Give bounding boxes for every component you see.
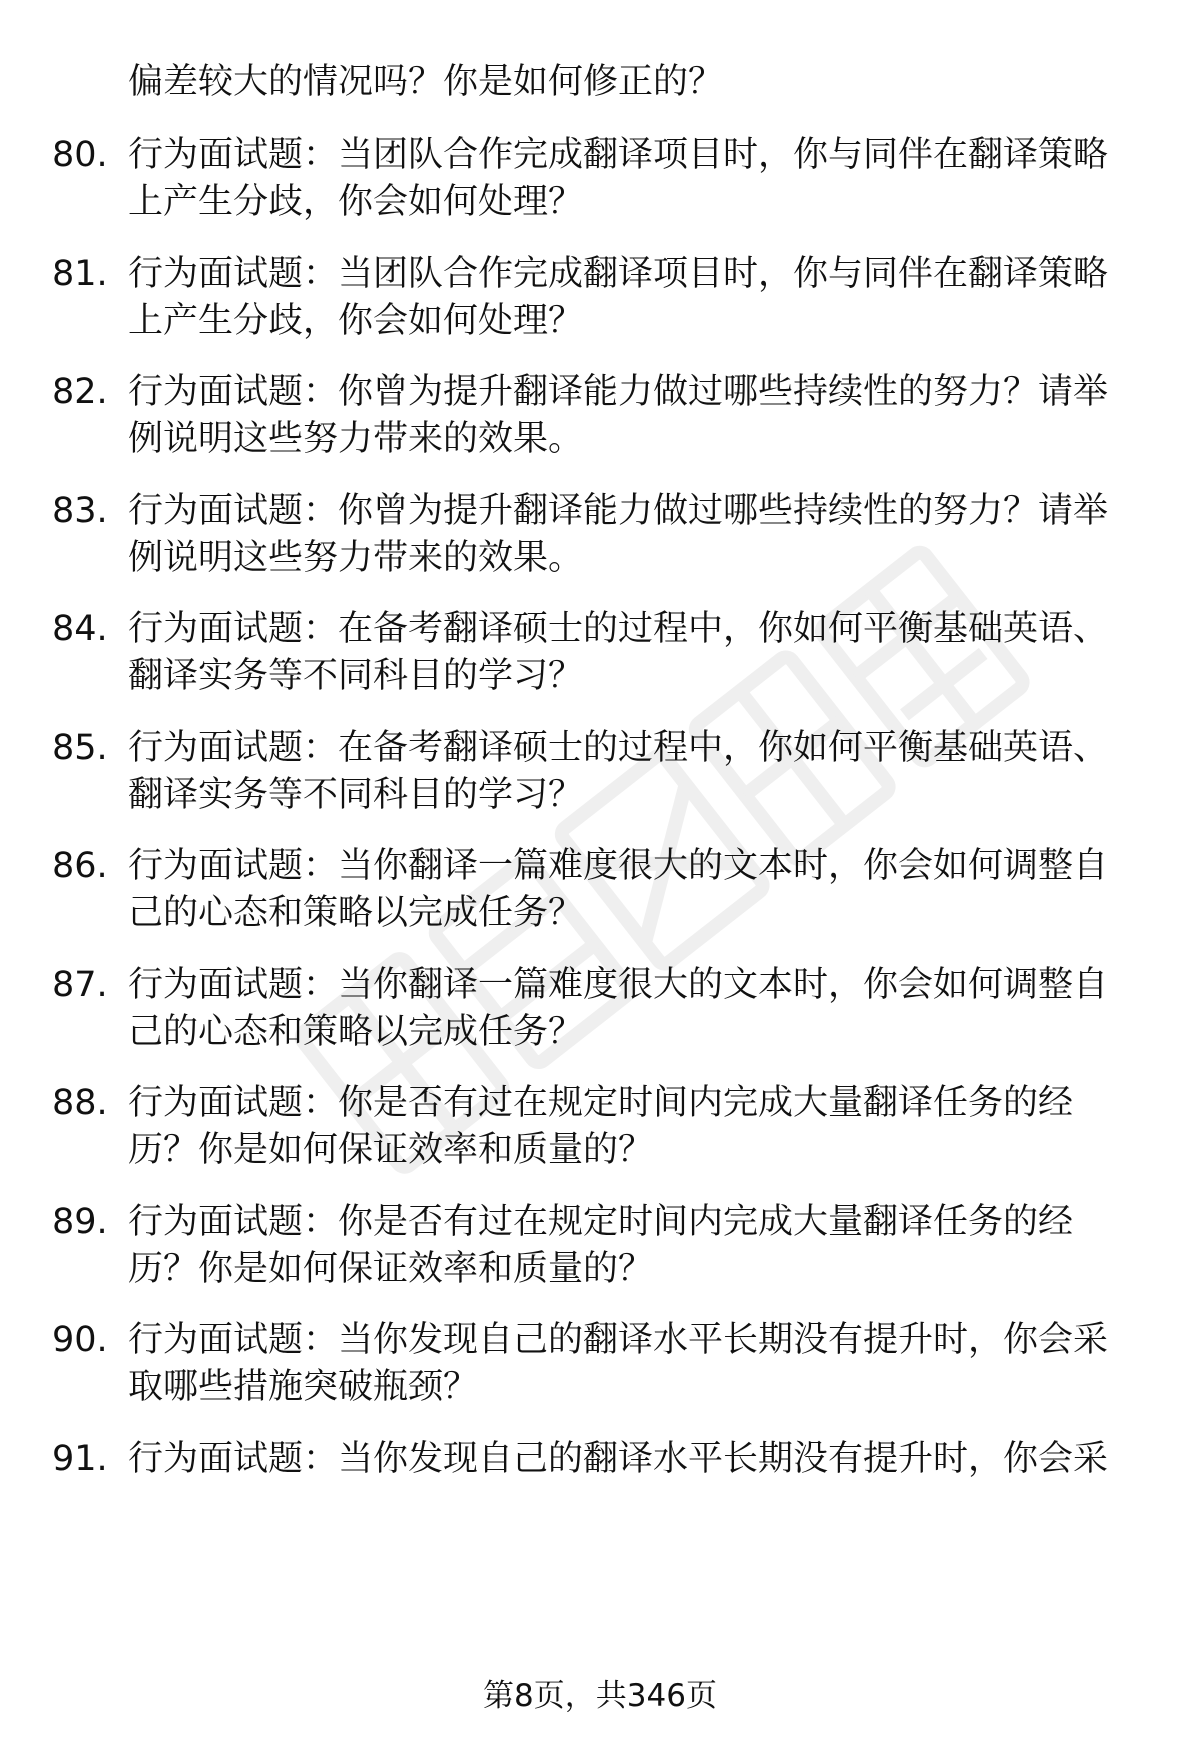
item-number: 85. bbox=[52, 728, 108, 768]
item-number: 81. bbox=[52, 254, 108, 294]
item-text-line1: 行为面试题：在备考翻译硕士的过程中，你如何平衡基础英语、 bbox=[128, 609, 1109, 649]
item-text-line2: 翻译实务等不同科目的学习？ bbox=[128, 775, 584, 815]
item-text-line2: 己的心态和策略以完成任务？ bbox=[128, 893, 584, 933]
item-text-line2: 取哪些措施突破瓶颈？ bbox=[128, 1367, 479, 1407]
item-text-line1: 行为面试题：你曾为提升翻译能力做过哪些持续性的努力？请举 bbox=[128, 372, 1109, 412]
item-text-line2: 翻译实务等不同科目的学习？ bbox=[128, 656, 584, 696]
item-text-line2: 例说明这些努力带来的效果。 bbox=[128, 538, 584, 578]
item-text-line1: 行为面试题：当你发现自己的翻译水平长期没有提升时，你会采 bbox=[128, 1439, 1109, 1479]
item-text-line2: 例说明这些努力带来的效果。 bbox=[128, 419, 584, 459]
item-text-line2: 历？你是如何保证效率和质量的？ bbox=[128, 1249, 654, 1289]
item-text-line1: 行为面试题：当团队合作完成翻译项目时，你与同伴在翻译策略 bbox=[128, 254, 1109, 294]
item-number: 90. bbox=[52, 1320, 108, 1360]
item-number: 91. bbox=[52, 1439, 108, 1479]
item-text-line1: 行为面试题：当你翻译一篇难度很大的文本时，你会如何调整自 bbox=[128, 965, 1109, 1005]
item-text-line2: 己的心态和策略以完成任务？ bbox=[128, 1012, 584, 1052]
item-text-line1: 行为面试题：当你发现自己的翻译水平长期没有提升时，你会采 bbox=[128, 1320, 1109, 1360]
item-number: 88. bbox=[52, 1083, 108, 1123]
item-number: 86. bbox=[52, 846, 108, 886]
item-text-line2: 历？你是如何保证效率和质量的？ bbox=[128, 1130, 654, 1170]
item-number: 83. bbox=[52, 491, 108, 531]
item-number: 84. bbox=[52, 609, 108, 649]
item-text-line1: 行为面试题：当团队合作完成翻译项目时，你与同伴在翻译策略 bbox=[128, 135, 1109, 175]
item-text-line1: 行为面试题：你曾为提升翻译能力做过哪些持续性的努力？请举 bbox=[128, 491, 1109, 531]
continuation-line: 偏差较大的情况吗？你是如何修正的？ bbox=[128, 62, 724, 102]
item-number: 82. bbox=[52, 372, 108, 412]
item-text-line2: 上产生分歧，你会如何处理？ bbox=[128, 182, 584, 222]
item-number: 87. bbox=[52, 965, 108, 1005]
item-text-line1: 行为面试题：你是否有过在规定时间内完成大量翻译任务的经 bbox=[128, 1202, 1074, 1242]
item-number: 80. bbox=[52, 135, 108, 175]
item-text-line2: 上产生分歧，你会如何处理？ bbox=[128, 301, 584, 341]
item-text-line1: 行为面试题：当你翻译一篇难度很大的文本时，你会如何调整自 bbox=[128, 846, 1109, 886]
item-number: 89. bbox=[52, 1202, 108, 1242]
item-text-line1: 行为面试题：你是否有过在规定时间内完成大量翻译任务的经 bbox=[128, 1083, 1074, 1123]
page-footer: 第8页，共346页 bbox=[483, 1678, 717, 1714]
item-text-line1: 行为面试题：在备考翻译硕士的过程中，你如何平衡基础英语、 bbox=[128, 728, 1109, 768]
